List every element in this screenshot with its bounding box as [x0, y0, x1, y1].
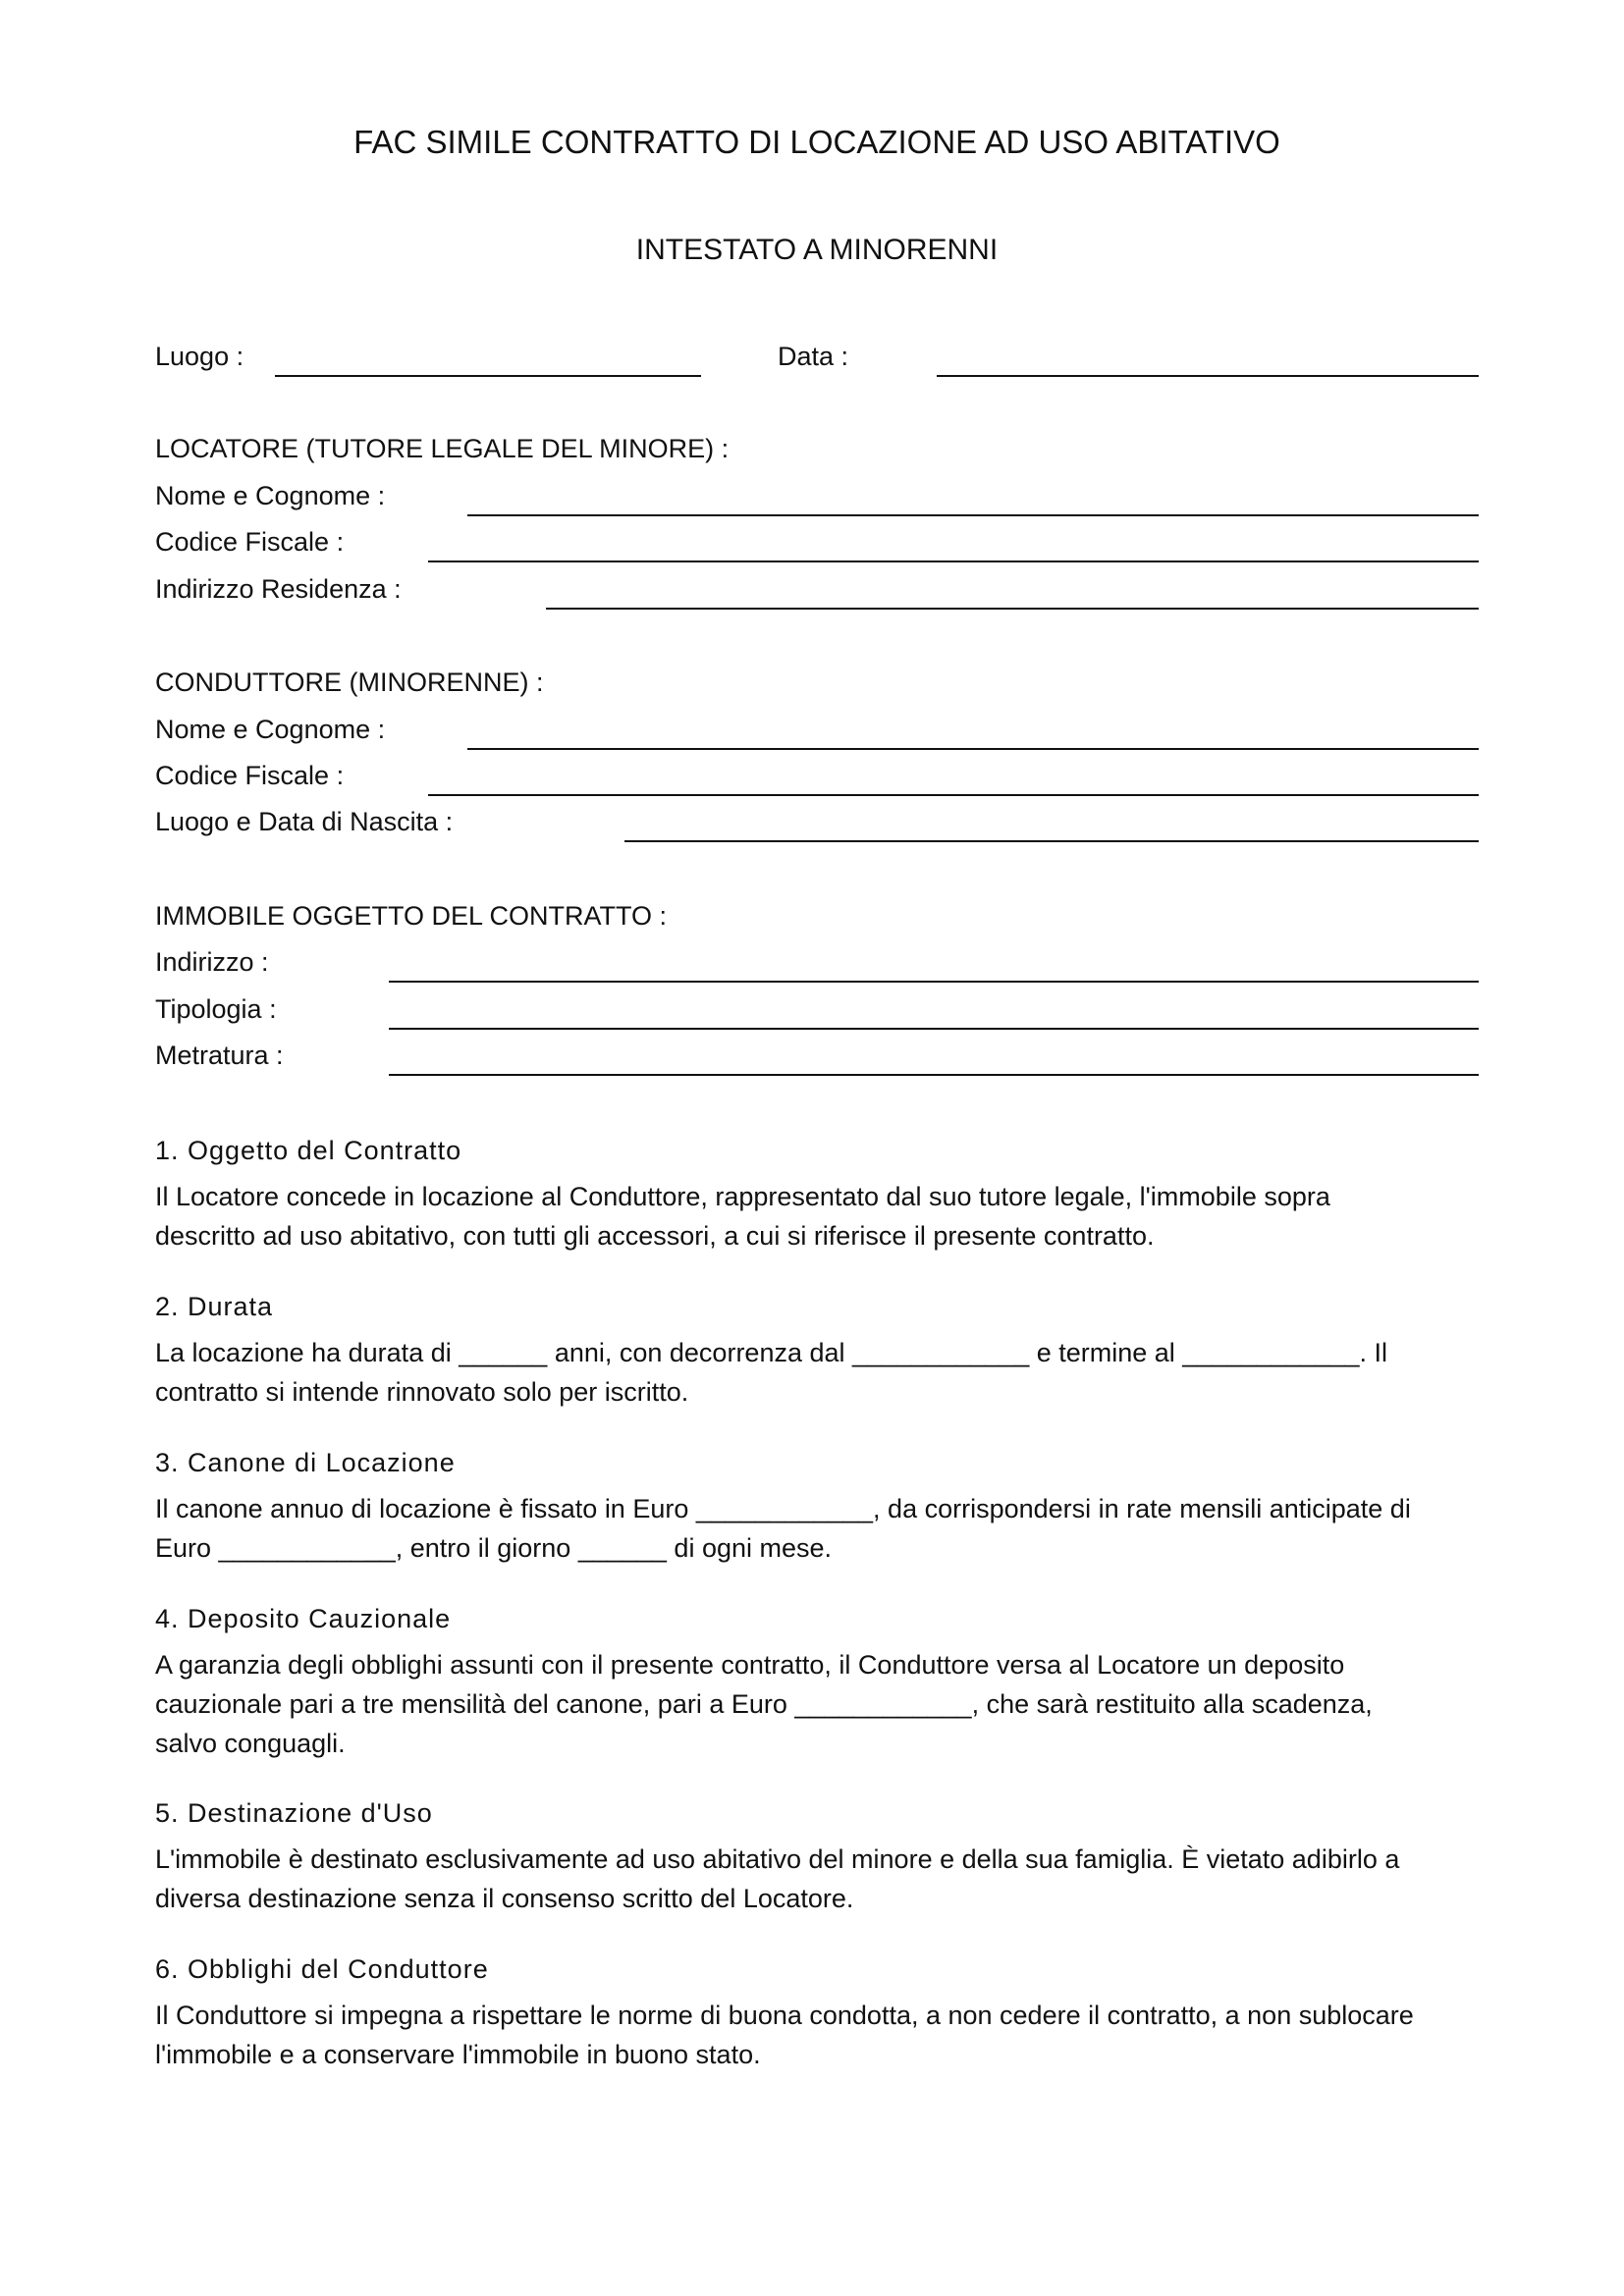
immobile-address-label: Indirizzo : — [155, 947, 269, 977]
article-2-body — [155, 1333, 1479, 1412]
article-3-body — [155, 1489, 1479, 1568]
article-5-line: diversa destinazione senza il consenso scritto del Locatore. — [155, 1884, 854, 1913]
article-1-title: 1. Oggetto del Contratto — [155, 1136, 462, 1165]
conduttore-birth-row — [155, 807, 1479, 846]
conduttore-tax-code-field[interactable] — [428, 794, 1479, 796]
article-1-line: Il Locatore concede in locazione al Conduttore, rappresentato dal suo tutore legale, l'immobile sopra — [155, 1182, 1330, 1211]
place-field[interactable] — [275, 375, 701, 377]
article-4-line: A garanzia degli obblighi assunti con il presente contratto, il Conduttore versa al Locatore un deposito — [155, 1650, 1345, 1680]
article-6-body — [155, 1996, 1479, 2074]
article-5-title: 5. Destinazione d'Uso — [155, 1798, 433, 1828]
article-2-title: 2. Durata — [155, 1292, 274, 1321]
locatore-address-field[interactable] — [546, 608, 1479, 610]
locatore-name-row — [155, 481, 1479, 520]
document-title: FAC SIMILE CONTRATTO DI LOCAZIONE AD USO ABITATIVO — [353, 124, 1280, 160]
locatore-tax-code-field[interactable] — [428, 561, 1479, 562]
immobile-type-label: Tipologia : — [155, 994, 277, 1024]
article-6-line: Il Conduttore si impegna a rispettare le norme di buona condotta, a non cedere il contratto, a non sublocare — [155, 2001, 1414, 2030]
contract-page — [155, 0, 1479, 2296]
article-5-body — [155, 1840, 1479, 1918]
article-1-line: descritto ad uso abitativo, con tutti gli accessori, a cui si riferisce il presente contratto. — [155, 1221, 1155, 1251]
article-3-line: Il canone annuo di locazione è fissato in Euro ____________, da corrispondersi in rate mensili anticipate di — [155, 1494, 1411, 1523]
conduttore-tax-code-row — [155, 761, 1479, 800]
article-2-line: contratto si intende rinnovato solo per iscritto. — [155, 1377, 689, 1407]
conduttore-name-row — [155, 715, 1479, 754]
immobile-size-label: Metratura : — [155, 1041, 284, 1070]
article-3-line: Euro ____________, entro il giorno ______ di ogni mese. — [155, 1533, 833, 1563]
conduttore-birth-field[interactable] — [624, 840, 1479, 842]
locatore-address-label: Indirizzo Residenza : — [155, 574, 402, 604]
immobile-type-row — [155, 994, 1479, 1034]
immobile-size-field[interactable] — [389, 1074, 1479, 1076]
immobile-heading: IMMOBILE OGGETTO DEL CONTRATTO : — [155, 901, 668, 931]
conduttore-name-field[interactable] — [467, 748, 1479, 750]
locatore-heading: LOCATORE (TUTORE LEGALE DEL MINORE) : — [155, 434, 730, 463]
article-4-line: cauzionale pari a tre mensilità del canone, pari a Euro ____________, che sarà restituito alla scadenza, — [155, 1689, 1373, 1719]
article-2-line: La locazione ha durata di ______ anni, con decorrenza dal ____________ e termine al ____________. Il — [155, 1338, 1387, 1367]
locatore-tax-code-row — [155, 527, 1479, 566]
article-6-line: l'immobile e a conservare l'immobile in buono stato. — [155, 2040, 761, 2069]
conduttore-birth-label: Luogo e Data di Nascita : — [155, 807, 454, 836]
article-4-line: salvo conguagli. — [155, 1729, 346, 1758]
immobile-type-field[interactable] — [389, 1028, 1479, 1030]
article-4-title: 4. Deposito Cauzionale — [155, 1604, 452, 1633]
immobile-size-row — [155, 1041, 1479, 1080]
immobile-address-row — [155, 947, 1479, 987]
date-label: Data : — [778, 342, 849, 371]
locatore-name-field[interactable] — [467, 514, 1479, 516]
conduttore-tax-code-label: Codice Fiscale : — [155, 761, 345, 790]
article-5-line: L'immobile è destinato esclusivamente ad uso abitativo del minore e della sua famiglia. È vietato adibirlo a — [155, 1844, 1400, 1874]
locatore-address-row — [155, 574, 1479, 614]
locatore-tax-code-label: Codice Fiscale : — [155, 527, 345, 557]
conduttore-name-label: Nome e Cognome : — [155, 715, 386, 744]
date-field[interactable] — [937, 375, 1479, 377]
locatore-name-label: Nome e Cognome : — [155, 481, 386, 510]
place-date-row — [155, 342, 1479, 381]
article-4-body — [155, 1645, 1479, 1763]
article-3-title: 3. Canone di Locazione — [155, 1448, 456, 1477]
article-6-title: 6. Obblighi del Conduttore — [155, 1954, 489, 1984]
place-label: Luogo : — [155, 342, 244, 371]
conduttore-heading: CONDUTTORE (MINORENNE) : — [155, 667, 544, 697]
article-1-body — [155, 1177, 1479, 1255]
document-subtitle: INTESTATO A MINORENNI — [635, 234, 999, 266]
immobile-address-field[interactable] — [389, 981, 1479, 983]
